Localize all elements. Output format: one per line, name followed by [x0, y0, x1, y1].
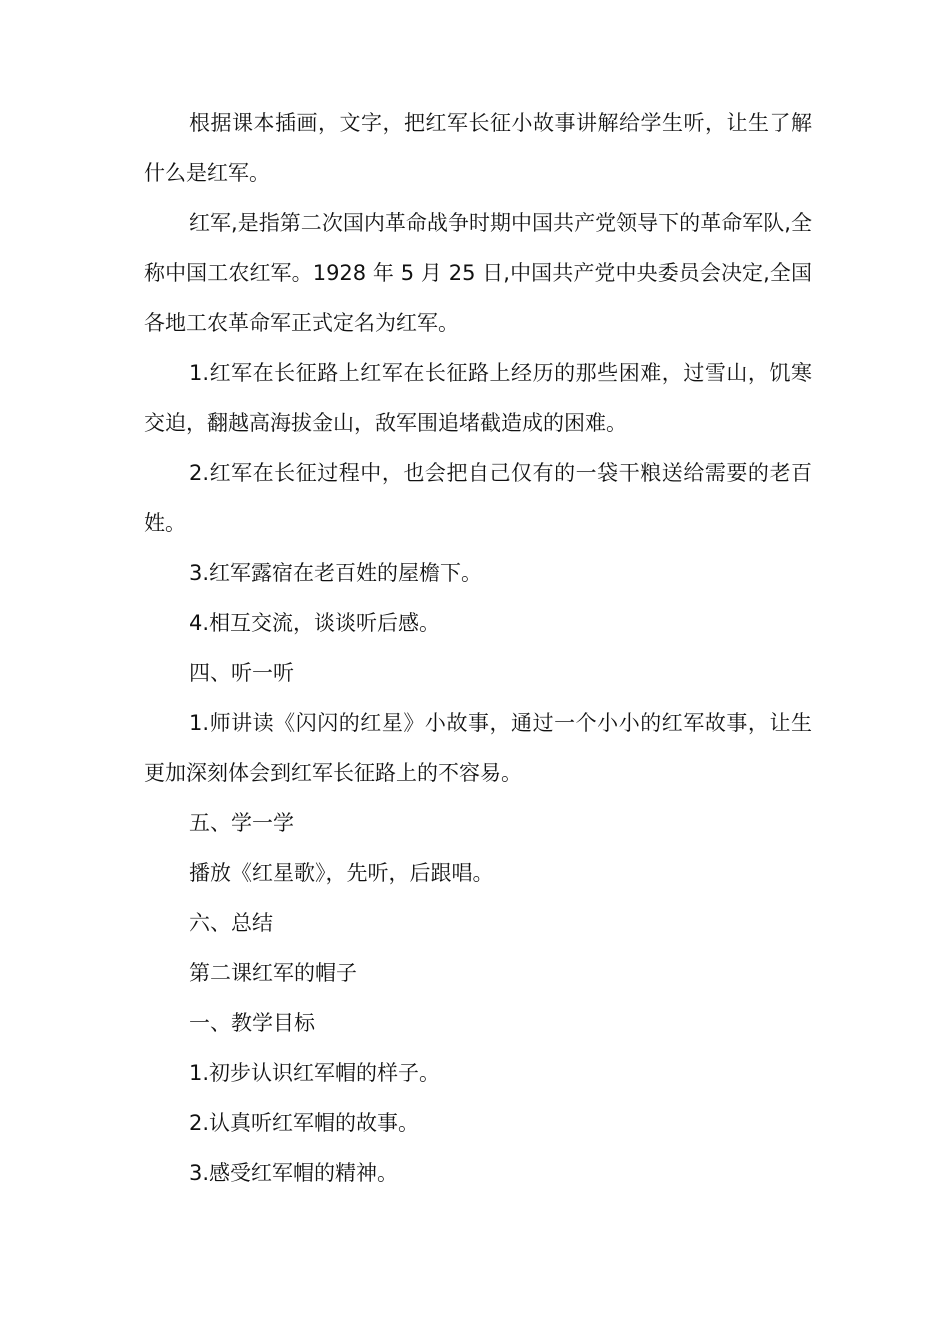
section-heading-goals: 一、教学目标: [189, 1011, 315, 1035]
paragraph-intro: 根据课本插画，文字，把红军长征小故事讲解给学生听，让生了解什么是红军。: [144, 111, 812, 185]
section-heading-listen: 四、听一听: [189, 661, 294, 685]
document-page: [144, 98, 812, 1198]
goal-item-3: 3.感受红军帽的精神。: [189, 1161, 399, 1185]
paragraph-story: 1.师讲读《闪闪的红星》小故事，通过一个小小的红军故事，让生更加深刻体会到红军长征路上的不容易。: [144, 711, 812, 785]
paragraph-item-3: 3.红军露宿在老百姓的屋檐下。: [189, 561, 483, 585]
section-heading-summary: 六、总结: [189, 911, 273, 935]
goal-item-1: 1.初步认识红军帽的样子。: [189, 1061, 441, 1085]
paragraph-item-2: 2.红军在长征过程中，也会把自己仅有的一袋干粮送给需要的老百姓。: [144, 461, 812, 535]
paragraph-red-army-definition: 红军,是指第二次国内革命战争时期中国共产党领导下的革命军队,全称中国工农红军。1928 年 5 月 25 日,中国共产党中央委员会决定,全国各地工农革命军正式定名为红军。: [144, 211, 812, 335]
lesson-title: 第二课红军的帽子: [189, 961, 357, 985]
paragraph-song: 播放《红星歌》，先听，后跟唱。: [189, 861, 494, 885]
goal-item-2: 2.认真听红军帽的故事。: [189, 1111, 420, 1135]
section-heading-learn: 五、学一学: [189, 811, 294, 835]
paragraph-item-1: 1.红军在长征路上红军在长征路上经历的那些困难，过雪山，饥寒交迫，翻越高海拔金山，敌军围追堵截造成的困难。: [144, 361, 812, 435]
paragraph-item-4: 4.相互交流，谈谈听后感。: [189, 611, 441, 635]
